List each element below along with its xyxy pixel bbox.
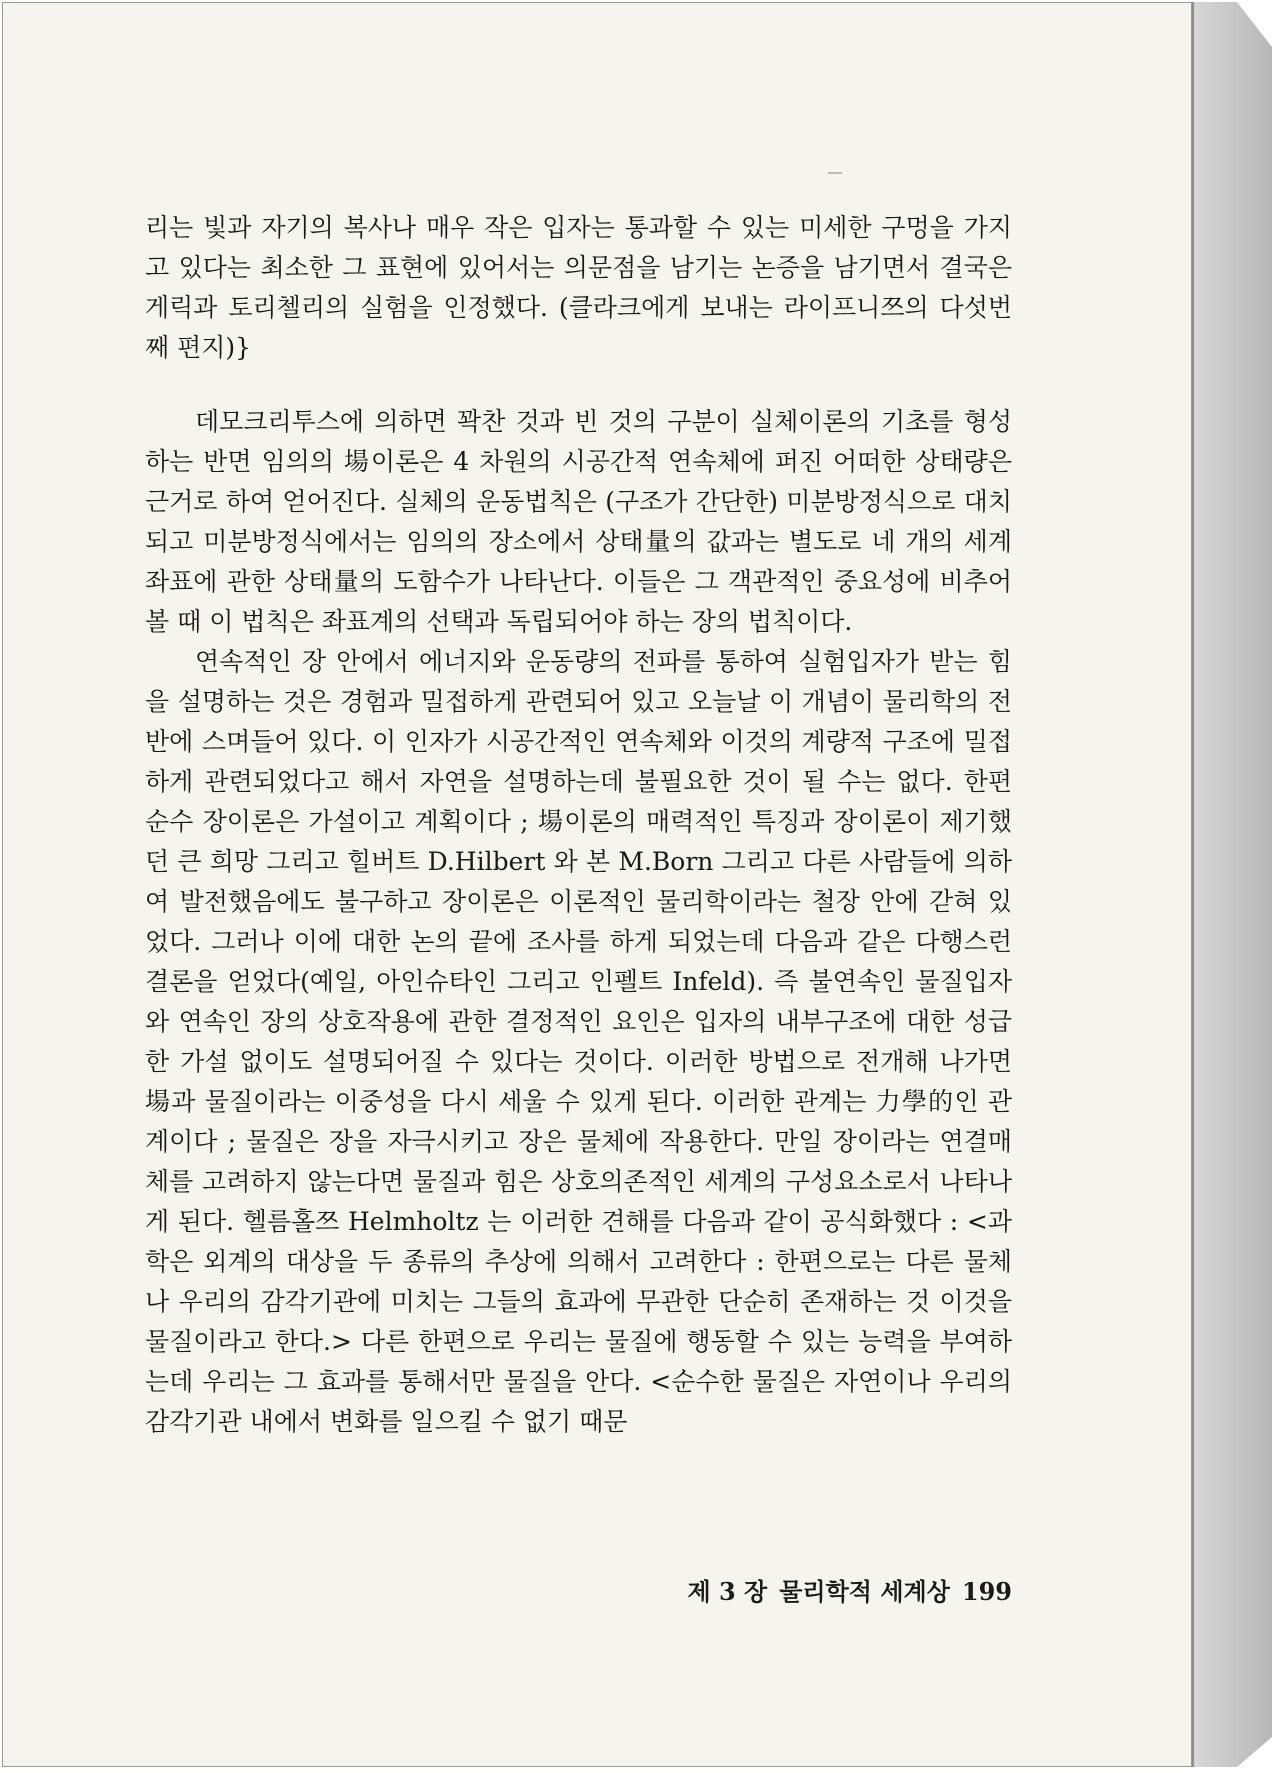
chapter-label: 제 3 장 bbox=[687, 1577, 768, 1606]
paragraph-quote-end: 리는 빛과 자기의 복사나 매우 작은 입자는 통과할 수 있는 미세한 구멍을 가지고 있다는 최소한 그 표현에 있어서는 의문점을 남기는 논증을 남기면서 결국은 게릭과 토리첼리의 실험을 인정했다. (클라크에게 보내는 라이프니쯔의 다섯번째 편지)} bbox=[145, 213, 1012, 362]
paragraph-field-theory: 연속적인 장 안에서 에너지와 운동량의 전파를 통하여 실험입자가 받는 힘을 설명하는 것은 경험과 밀접하게 관련되어 있고 오늘날 이 개념이 물리학의 전반에 스며들어 있다. 이 인자가 시공간적인 연속체와 이것의 계량적 구조에 밀접하게 관련되었다고 해서 자연을 설명하는데 불필요한 것이 될 수는 없다. 한편 순수 장이론은 가설이고 계획이다 ; 場이론의 매력적인 특징과 장이론이 제기했던 큰 희망 그리고 힐버트 D.Hilbert 와 본 M.Born 그리고 다른 사람들에 의하여 발전했음에도 불구하고 장이론은 이론적인 물리학이라는 철장 안에 갇혀 있었다. 그러나 이에 대한 논의 끝에 조사를 하게 되었는데 다음과 같은 다행스런 결론을 얻었다(예일, 아인슈타인 그리고 인펠트 Infeld). 즉 불연속인 물질입자와 연속인 장의 상호작용에 관한 결정적인 요인은 입자의 내부구조에 대한 성급한 가설 없이도 설명되어질 수 있다는 것이다. 이러한 방법으로 전개해 나가면 場과 물질이라는 이중성을 다시 세울 수 있게 된다. 이러한 관계는 力學的인 관계이다 ; 물질은 장을 자극시키고 장은 물체에 작용한다. 만일 장이라는 연결매체를 고려하지 않는다면 물질과 힘은 상호의존적인 세계의 구성요소로서 나타나게 된다. 헬름홀쯔 Helmholtz 는 이러한 견해를 다음과 같이 공식화했다 : <과학은 외계의 대상을 두 종류의 추상에 의해서 고려한다 : 한편으로는 다른 물체나 우리의 감각기관에 미치는 그들의 효과에 무관한 단순히 존재하는 것 이것을 물질이라고 한다.> 다른 한편으로 우리는 물질에 행동할 수 있는 능력을 부여하는데 우리는 그 효과를 통해서만 물질을 안다. <순수한 물질은 자연이나 우리의 감각기관 내에서 변화를 일으킬 수 없기 때문 bbox=[145, 647, 1012, 1436]
scan-speck bbox=[828, 172, 842, 174]
body-text bbox=[145, 208, 1012, 1442]
page-number: 199 bbox=[961, 1577, 1012, 1606]
page-edge-divider bbox=[1192, 2, 1194, 1767]
page-stack-edge bbox=[1192, 2, 1272, 1767]
chapter-title: 물리학적 세계상 bbox=[779, 1577, 950, 1606]
running-footer bbox=[640, 1572, 1012, 1607]
paragraph-democritus: 데모크리투스에 의하면 꽉찬 것과 빈 것의 구분이 실체이론의 기초를 형성하는 반면 임의의 場이론은 4 차원의 시공간적 연속체에 퍼진 어떠한 상태량은 근거로 하여 얻어진다. 실체의 운동법칙은 (구조가 간단한) 미분방정식으로 대치되고 미분방정식에서는 임의의 장소에서 상태量의 값과는 별도로 네 개의 세계좌표에 관한 상태量의 도함수가 나타난다. 이들은 그 객관적인 중요성에 비추어볼 때 이 법칙은 좌표계의 선택과 독립되어야 하는 장의 법칙이다. bbox=[145, 407, 1012, 636]
